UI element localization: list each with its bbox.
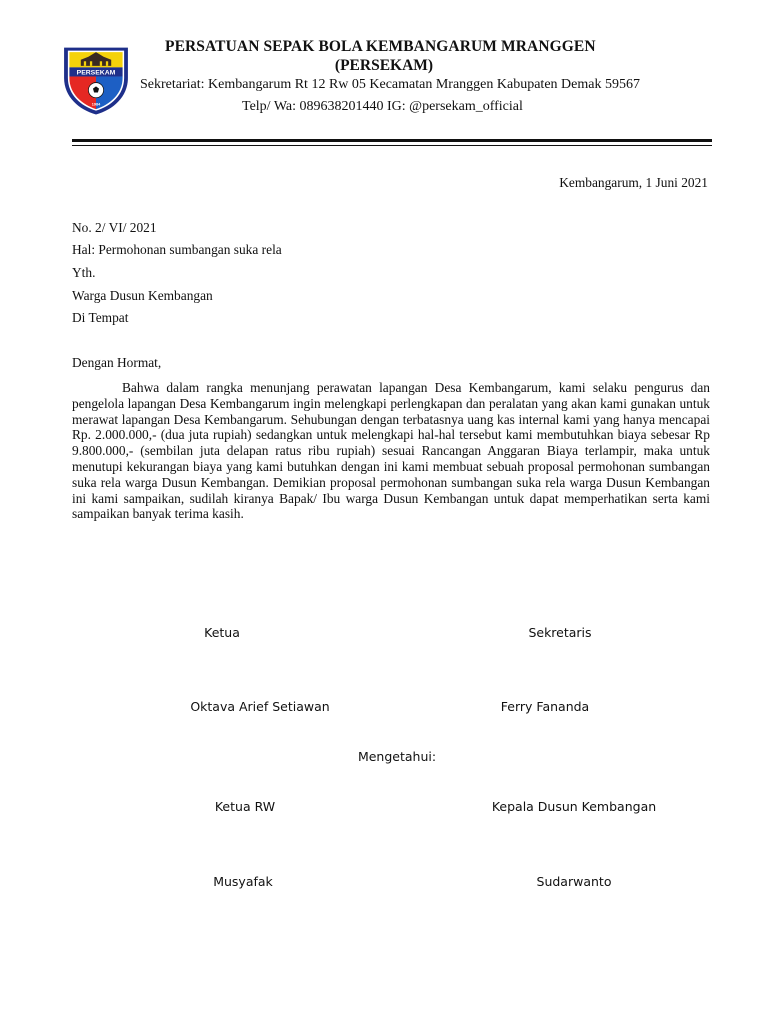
logo-text: PERSEKAM <box>76 69 116 77</box>
letter-number: No. 2/ VI/ 2021 <box>72 220 157 235</box>
greeting: Dengan Hormat, <box>72 355 162 370</box>
letterhead-rule-thick <box>72 139 712 142</box>
chair-name: Oktava Arief Setiawan <box>190 699 330 714</box>
recipient-name: Warga Dusun Kembangan <box>72 288 213 303</box>
place-date: Kembangarum, 1 Juni 2021 <box>559 175 708 190</box>
chair-title: Ketua <box>204 625 240 640</box>
hamlet-head-name: Sudarwanto <box>536 874 612 889</box>
acknowledged-label: Mengetahui: <box>357 749 437 764</box>
hamlet-head-title: Kepala Dusun Kembangan <box>491 799 657 814</box>
rw-chief-name: Musyafak <box>213 874 273 889</box>
rw-chief-title: Ketua RW <box>214 799 276 814</box>
organization-name: PERSATUAN SEPAK BOLA KEMBANGARUM MRANGGEN <box>165 38 596 55</box>
letter-body: Bahwa dalam rangka menunjang perawatan lapangan Desa Kembangarum, kami selaku pengurus dan pengelola lapangan Desa Kembangarum ingin melengkapi perlengkapan dan peralatan yang akan kami gunakan untuk merawat lapangan Desa Kembangarum. Sehubungan dengan terbatasnya uang kas internal kami yang hanya mencapai Rp. 2.000.000,- (dua juta rupiah) sedangkan untuk melengkapi hal-hal tersebut kami membutuhkan biaya sebesar Rp 9.800.000,- (sembilan juta delapan ratus ribu rupiah) sesuai Rancangan Anggaran Biaya terlampir, maka untuk menutupi kekurangan biaya yang kami butuhkan dengan ini kami membuat sebuah proposal permohonan sumbangan suka rela warga Dusun Kembangan. Demikian proposal permohonan sumbangan suka rela warga Dusun Kembangan ini kami sampaikan, sudilah kiranya Bapak/ Ibu warga Dusun Kembangan untuk dapat memperhatikan serta kami sampaikan banyak terima kasih. <box>72 380 710 522</box>
recipient-location: Di Tempat <box>72 310 129 325</box>
organization-abbreviation: (PERSEKAM) <box>334 57 434 74</box>
contact-info: Telp/ Wa: 089638201440 IG: @persekam_official <box>242 99 523 114</box>
recipient-prefix: Yth. <box>72 265 96 280</box>
persekam-logo <box>58 40 134 116</box>
letterhead-rule-thin <box>72 145 712 146</box>
letter-subject: Hal: Permohonan sumbangan suka rela <box>72 242 282 257</box>
secretary-title: Sekretaris <box>528 625 592 640</box>
secretariat-address: Sekretariat: Kembangarum Rt 12 Rw 05 Kecamatan Mranggen Kabupaten Demak 59567 <box>140 77 640 92</box>
logo-year: 1984 <box>91 102 101 107</box>
secretary-name: Ferry Fananda <box>500 699 590 714</box>
